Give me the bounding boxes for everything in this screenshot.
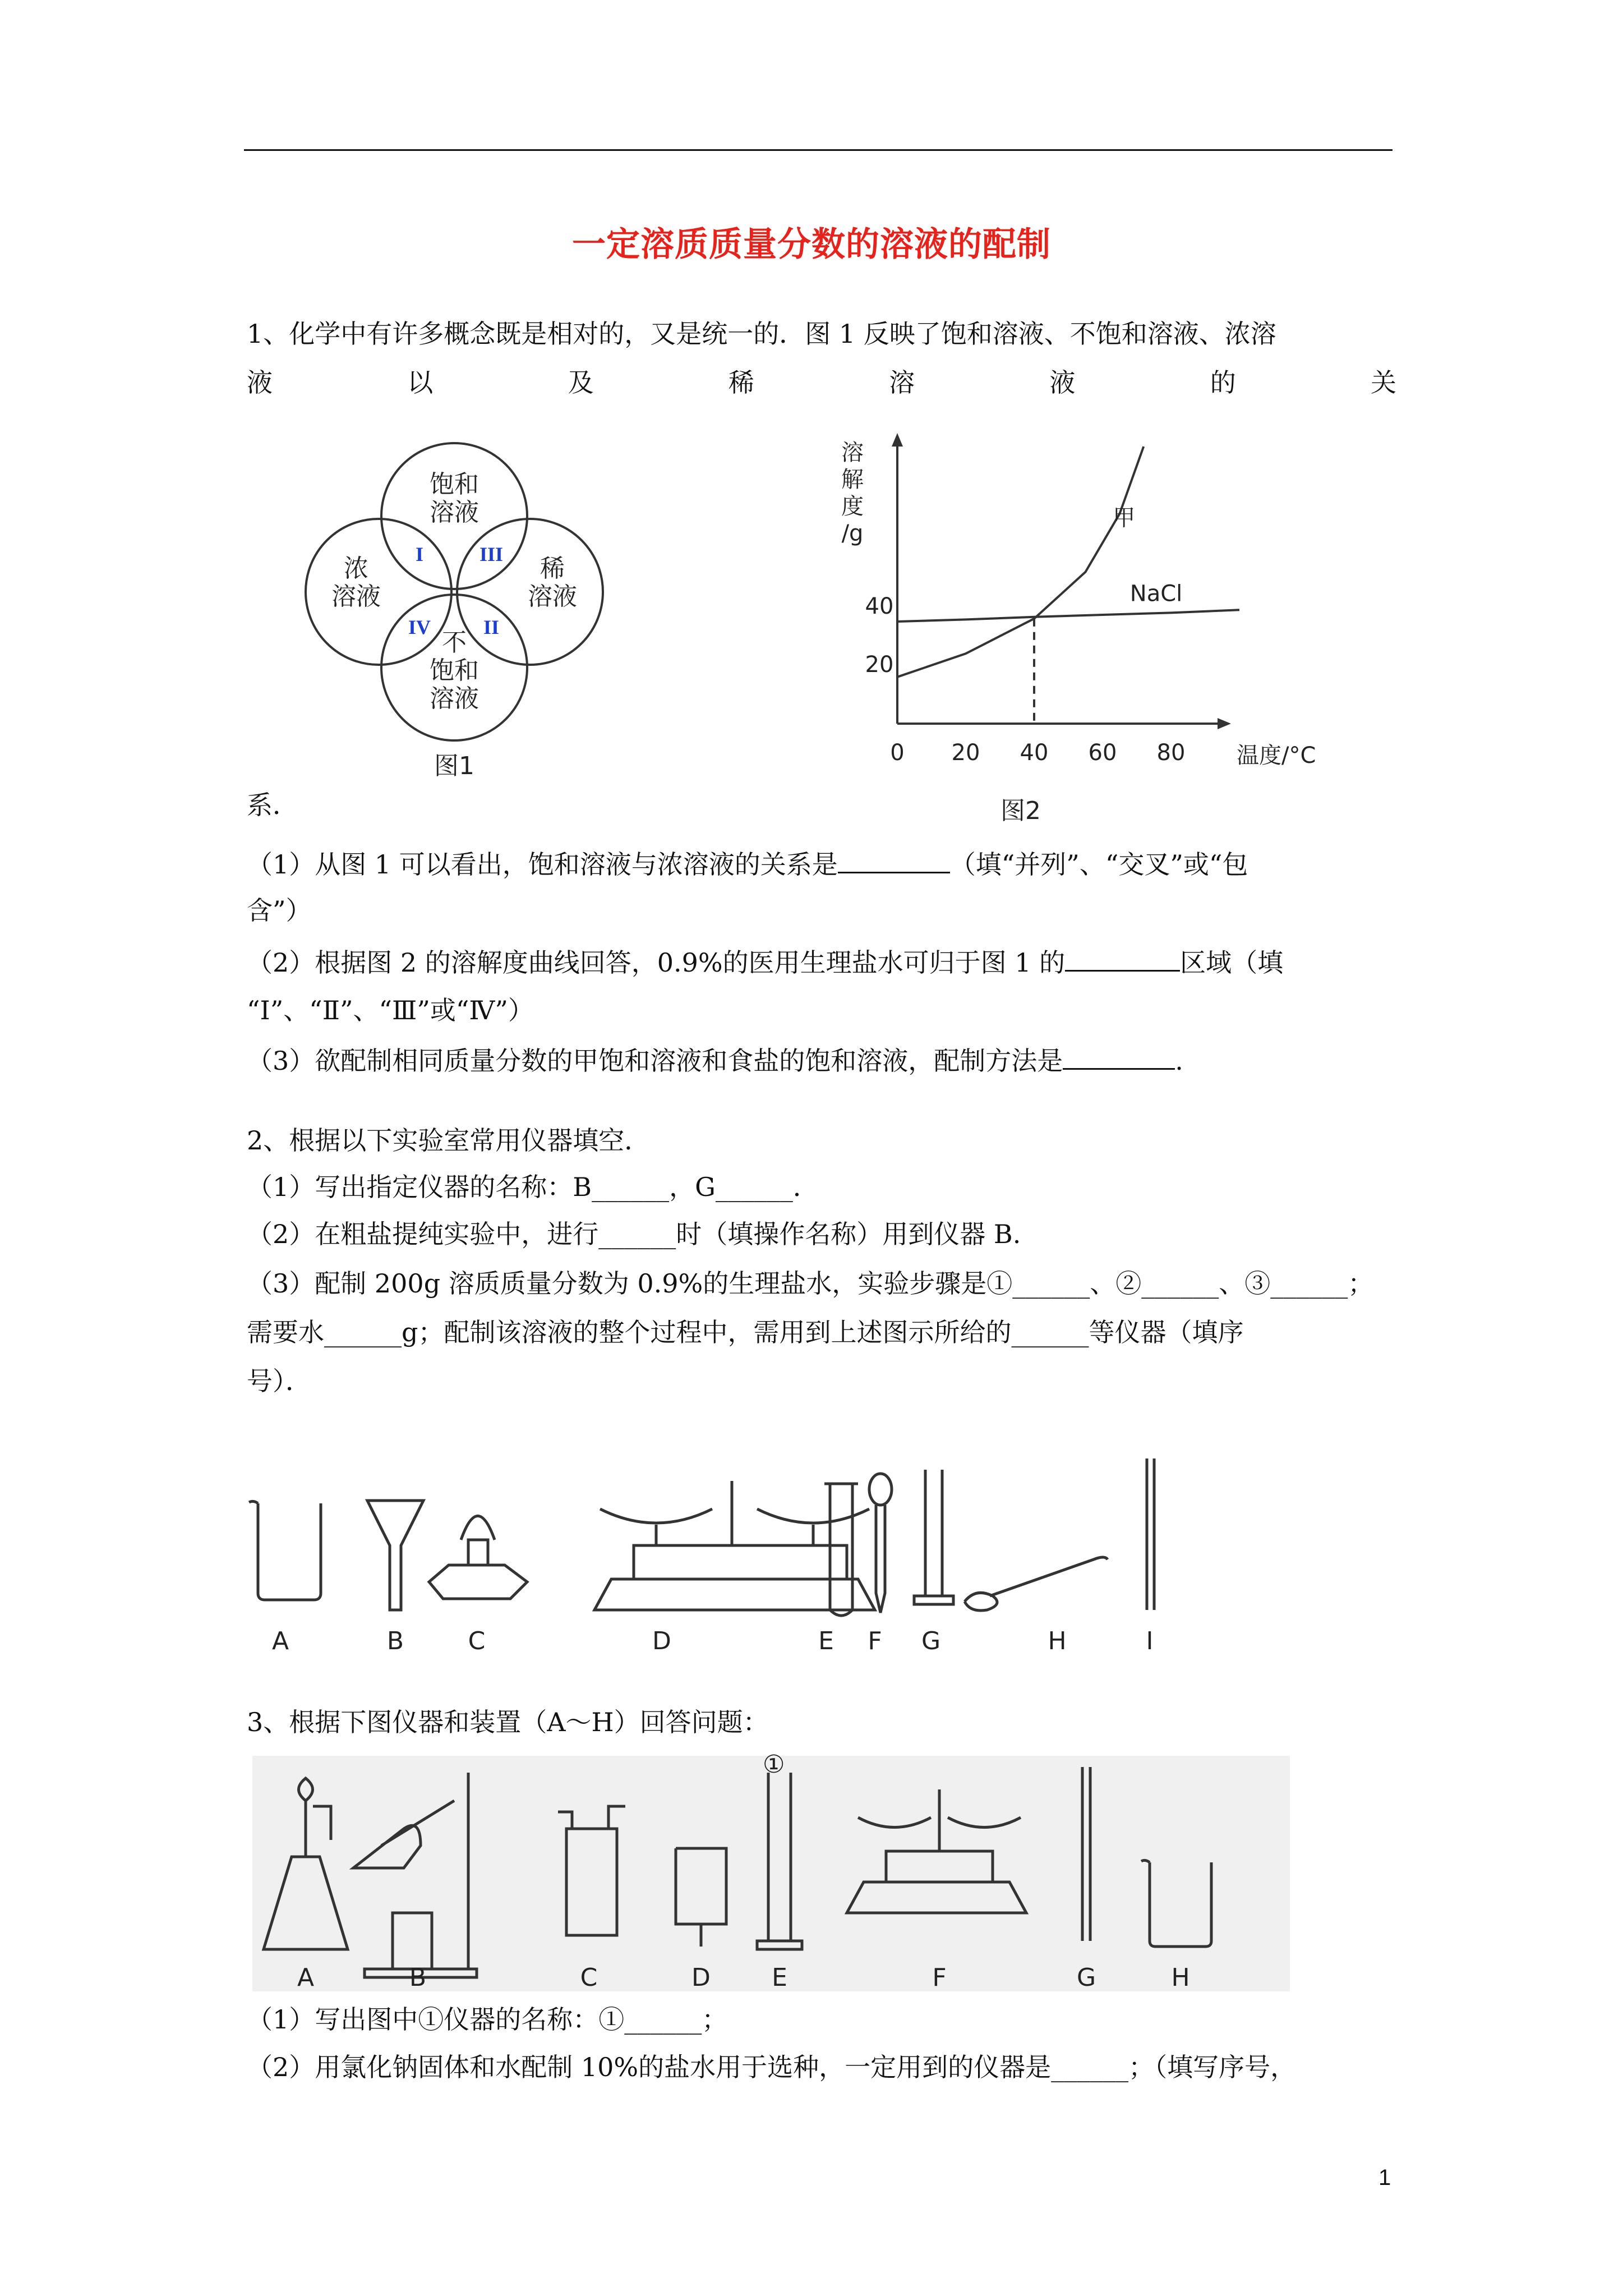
label-C: C [580,1963,598,1992]
q2-intro: 2、根据以下实验室常用仪器填空． [247,1125,651,1156]
q1-intro-line3: 系． [247,790,298,820]
label-B: B [386,1627,404,1655]
label-A: A [297,1963,315,1992]
answer-blank[interactable] [838,847,950,873]
q1-sub2-cont: “Ⅰ”、“Ⅱ”、“Ⅲ”或“Ⅳ”） [247,995,534,1025]
q1-char: 的 [1210,367,1236,398]
ylabel-char-2: 解 [841,467,864,493]
y-axis-arrow [892,433,903,447]
figure-1-venn [297,432,611,791]
venn-region-3: III [479,543,504,565]
alcohol-lamp-icon [429,1565,527,1599]
venn-region-1: I [415,543,424,565]
label-G: G [1076,1963,1096,1992]
series-label-nacl: NaCl [1129,581,1183,607]
venn-left-label-2: 溶液 [331,582,381,611]
x-tick-label: 80 [1156,740,1186,766]
q2-sub2: （2）在粗盐提纯实验中，进行______时（填操作名称）用到仪器 B. [247,1219,1021,1249]
label-E: E [818,1627,834,1655]
glass-rod-icon [1147,1458,1154,1610]
q3-apparatus-figure [252,1750,1290,1992]
venn-top-label-1: 饱和 [430,470,479,499]
q1-char: 及 [568,367,594,398]
q1-sub3-end: . [1175,1046,1183,1076]
graduated-cylinder-icon [914,1470,953,1604]
venn-region-2: II [483,616,500,638]
venn-top-label-2: 溶液 [430,498,479,527]
ylabel-char-3: 度 [841,494,864,519]
x-tick-label: 0 [890,740,905,766]
answer-blank[interactable] [1065,945,1180,972]
figure-2-solubility-chart [836,432,1316,825]
label-I: I [1146,1627,1154,1655]
q2-instruments-figure [241,1425,1234,1660]
q3-sub2: （2）用氯化钠固体和水配制 10%的盐水用于选种，一定用到的仪器是______；（填写序号， [247,2052,1297,2082]
venn-bottom-label-3: 溶液 [430,684,479,713]
q1-char: 关 [1370,367,1396,398]
label-D: D [691,1963,711,1992]
q1-char: 溶 [889,367,915,398]
beaker-icon [249,1501,321,1600]
q1-intro-line1: 1、化学中有许多概念既是相对的，又是统一的．图 1 反映了饱和溶液、不饱和溶液、浓溶 [247,319,1276,349]
q1-sub2 [247,945,1283,979]
label-F: F [868,1627,882,1655]
venn-region-4: IV [408,616,431,638]
label-C: C [468,1627,486,1655]
marker-1: ① [763,1750,785,1779]
test-tube-icon [824,1484,858,1616]
answer-blank[interactable] [1063,1043,1175,1070]
x-tick-label: 40 [1020,740,1049,766]
figure-background [252,1756,1290,1991]
x-axis-arrow [1218,718,1231,729]
label-B: B [409,1963,427,1992]
series-label-jia: 甲 [1113,505,1136,531]
dropper-icon [869,1474,892,1505]
funnel-icon [367,1501,423,1610]
venn-bottom-label-1: 不 [442,628,467,657]
label-F: F [932,1963,947,1992]
q1-sub1-text: （1）从图 1 可以看出，饱和溶液与浓溶液的关系是 [247,849,838,880]
balance-icon [594,1481,875,1610]
label-G: G [921,1627,941,1655]
q1-sub3-text: （3）欲配制相同质量分数的甲饱和溶液和食盐的饱和溶液，配制方法是 [247,1046,1063,1076]
page-number: 1 [1378,2165,1391,2190]
ylabel-char-4: /g [841,521,864,546]
spoon-icon [965,1557,1108,1611]
ylabel-char-1: 溶 [841,440,864,466]
q2-sub3-end: 号）． [247,1366,311,1396]
venn-right-label-1: 稀 [540,554,565,583]
q1-char: 以 [407,367,434,398]
venn-bottom-label-2: 饱和 [430,656,479,685]
q1-sub2-text: （2）根据图 2 的溶解度曲线回答，0.9%的医用生理盐水可归于图 1 的 [247,947,1066,978]
series-line-jia [897,447,1144,677]
y-tick-label: 40 [865,593,894,619]
q1-intro-line2 [247,366,1396,399]
figure-2-caption: 图2 [1000,797,1041,825]
y-tick-label: 20 [865,652,894,678]
q1-sub3 [247,1043,1183,1078]
venn-right-label-2: 溶液 [528,582,577,611]
q1-sub1-cont: 含”） [247,895,312,926]
x-axis-label: 温度/°C [1237,743,1316,769]
q3-intro: 3、根据下图仪器和装置（A～H）回答问题： [247,1707,769,1737]
x-tick-label: 60 [1088,740,1117,766]
q3-sub1: （1）写出图中①仪器的名称：①______； [247,2004,728,2035]
x-tick-label: 20 [951,740,980,766]
series-line-nacl [897,610,1239,622]
label-H: H [1048,1627,1067,1655]
q2-sub3-cont: 需要水______g；配制该溶液的整个过程中，需用到上述图示所给的______等仪器（填序 [247,1317,1244,1347]
q1-sub2-text-b: 区域（填 [1180,947,1284,978]
page-title: 一定溶质质量分数的溶液的配制 [572,225,1051,264]
label-A: A [271,1627,289,1655]
q1-char: 稀 [728,367,754,398]
header-rule [244,149,1393,151]
q1-sub1-text-b: （填“并列”、“交叉”或“包 [949,849,1248,880]
q1-char: 液 [1049,367,1076,398]
label-D: D [652,1627,671,1655]
q2-sub3: （3）配制 200g 溶质质量分数为 0.9%的生理盐水，实验步骤是①______、②______、③______； [247,1268,1374,1299]
label-E: E [772,1963,787,1992]
venn-left-label-1: 浓 [344,554,368,583]
q1-char: 液 [247,367,273,398]
label-H: H [1171,1963,1190,1992]
figure-1-caption: 图1 [434,752,474,780]
q1-sub1 [247,847,1248,881]
q2-sub1: （1）写出指定仪器的名称：B______，G______． [247,1172,819,1202]
